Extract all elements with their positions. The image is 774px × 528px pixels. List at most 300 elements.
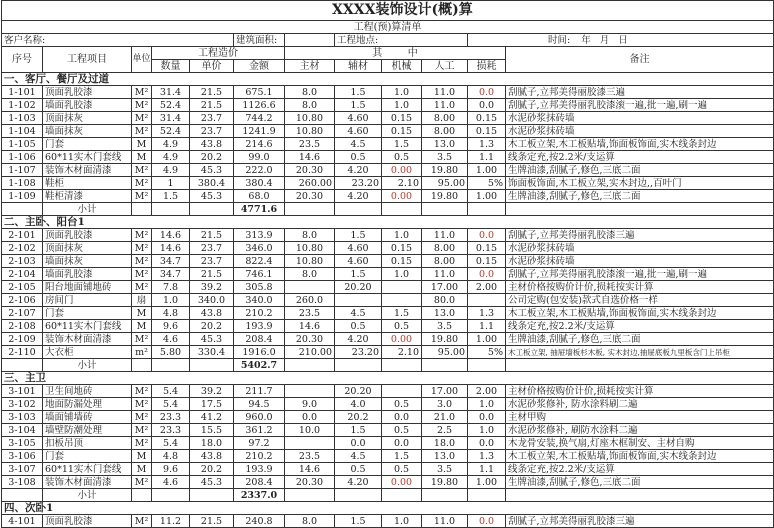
cell-amount: 214.6 (234, 138, 285, 151)
cell-aux: 1.5 (335, 424, 382, 437)
cell-loss: 0.0 (468, 86, 506, 99)
cell-qty: 9.6 (152, 463, 190, 476)
table-row (2, 333, 774, 346)
cell-seq: 2-101 (2, 229, 43, 242)
cell-seq: 3-101 (2, 385, 43, 398)
cell-main: 20.30 (285, 164, 335, 177)
cell-empty (335, 359, 382, 372)
cell-note: 水泥砂浆修补, 刷防水涂料二遍 (506, 424, 774, 437)
cell-seq: 2-102 (2, 242, 43, 255)
table-row (2, 437, 774, 450)
cell-mech (382, 294, 422, 307)
cell-note: 木工板立架,木工板贴墙,饰面板饰面,实木线条封边 (506, 307, 774, 320)
client-name-label: 客户名称: (2, 34, 234, 47)
cell-note: 木工板立架, 抽屉墙板杉木板, 实木封边,抽屉底板九里板含门上吊柜 (506, 346, 774, 359)
section-row (2, 502, 774, 515)
cell-empty (422, 489, 468, 502)
cell-item: 门套 (43, 138, 132, 151)
cell-loss: 1.0 (468, 398, 506, 411)
cell-mech: 0.00 (382, 476, 422, 489)
section-title: 三、主卫 (2, 372, 774, 385)
time-cell (468, 34, 774, 47)
table-row (2, 411, 774, 424)
cell-amount: 822.4 (234, 255, 285, 268)
cell-seq: 1-106 (2, 151, 43, 164)
cell-empty (190, 203, 234, 216)
cell-price: 45.3 (190, 333, 234, 346)
cell-item: 墙面抹灰 (43, 125, 132, 138)
cell-price: 41.2 (190, 411, 234, 424)
cell-loss: 1.3 (468, 450, 506, 463)
header-seq: 序号 (2, 47, 43, 73)
cell-aux: 4.20 (335, 333, 382, 346)
cell-main: 23.5 (285, 307, 335, 320)
cell-item: 顶面乳胶漆 (43, 86, 132, 99)
table-row (2, 125, 774, 138)
cell-item: 顶面抹灰 (43, 242, 132, 255)
cell-loss: 2.00 (468, 385, 506, 398)
cell-empty (506, 359, 774, 372)
cell-labor: 11.0 (422, 86, 468, 99)
cell-main: 8.0 (285, 86, 335, 99)
cell-amount: 313.9 (234, 229, 285, 242)
cell-empty (506, 489, 774, 502)
cell-mech: 0.0 (382, 411, 422, 424)
cell-main: 10.0 (285, 424, 335, 437)
cell-qty: 1.0 (152, 294, 190, 307)
cell-seq: 3-105 (2, 437, 43, 450)
cell-price: 20.2 (190, 151, 234, 164)
cell-item: 顶面乳胶漆 (43, 515, 132, 528)
cell-seq: 1-102 (2, 99, 43, 112)
cell-mech (382, 281, 422, 294)
header-note: 备注 (506, 47, 774, 73)
cell-qty: 1 (152, 177, 190, 190)
cell-mech: 0.15 (382, 242, 422, 255)
table-row (2, 476, 774, 489)
header-loss: 损耗 (468, 60, 506, 73)
cell-empty (152, 203, 190, 216)
subtotal-row (2, 203, 774, 216)
cell-loss: 0.0 (468, 99, 506, 112)
cell-qty: 4.8 (152, 307, 190, 320)
table-row (2, 398, 774, 411)
subtotal-label: 小计 (43, 203, 132, 216)
cell-main: 10.80 (285, 242, 335, 255)
cell-aux: 23.20 (335, 346, 382, 359)
cell-empty (132, 359, 152, 372)
cell-item: 墙面乳胶漆 (43, 99, 132, 112)
cell-note: 生牌油漆,刮腻子,修色,三底二面 (506, 164, 774, 177)
cell-aux: 20.20 (335, 281, 382, 294)
cell-aux: 4.20 (335, 476, 382, 489)
cell-item: 装饰木材面清漆 (43, 333, 132, 346)
cell-aux: 20.2 (335, 411, 382, 424)
cell-aux: 4.5 (335, 138, 382, 151)
cell-item: 墙面铺墙砖 (43, 411, 132, 424)
cell-empty (422, 203, 468, 216)
cell-item: 大衣柜 (43, 346, 132, 359)
cell-item: 墙面抹灰 (43, 255, 132, 268)
cell-price: 380.4 (190, 177, 234, 190)
cell-qty: 34.7 (152, 268, 190, 281)
cell-empty (382, 203, 422, 216)
cell-item: 阳台地面铺地砖 (43, 281, 132, 294)
cell-price: 15.5 (190, 424, 234, 437)
building-area-value (285, 34, 335, 47)
cell-seq: 1-105 (2, 138, 43, 151)
site-label: 工程地点: (335, 34, 468, 47)
cell-labor: 19.80 (422, 164, 468, 177)
cell-unit: M (132, 450, 152, 463)
cell-mech: 0.5 (382, 463, 422, 476)
cell-labor: 21.0 (422, 411, 468, 424)
cell-price: 43.8 (190, 450, 234, 463)
header-main: 主材 (285, 60, 335, 73)
cell-item: 门套 (43, 307, 132, 320)
cell-labor: 3.0 (422, 398, 468, 411)
cell-main: 10.80 (285, 112, 335, 125)
cell-qty: 5.4 (152, 437, 190, 450)
table-row (2, 346, 774, 359)
cell-qty: 34.7 (152, 255, 190, 268)
cell-mech: 1.0 (382, 515, 422, 528)
cell-main: 8.0 (285, 99, 335, 112)
cell-labor: 11.0 (422, 268, 468, 281)
cell-item: 装饰木材面清漆 (43, 164, 132, 177)
subtotal-label: 小计 (43, 489, 132, 502)
table-row (2, 385, 774, 398)
cell-note: 刮腻子,立邦美得丽乳胶漆三遍 (506, 515, 774, 528)
cell-labor: 17.00 (422, 385, 468, 398)
time-label: 时间: (548, 34, 571, 46)
cell-labor: 13.0 (422, 138, 468, 151)
cell-note: 水泥砂浆抹砖墙 (506, 112, 774, 125)
cell-loss: 0.15 (468, 125, 506, 138)
cell-main (285, 437, 335, 450)
cell-labor: 3.5 (422, 463, 468, 476)
cell-price: 39.2 (190, 385, 234, 398)
cell-note: 刮腻子,立邦美得丽乳胶漆滚一遍,批一遍,刷一遍 (506, 99, 774, 112)
cell-empty (132, 203, 152, 216)
cell-unit: M² (132, 177, 152, 190)
cell-amount: 305.8 (234, 281, 285, 294)
cell-note: 主材价格按购价计价,损耗按实计算 (506, 281, 774, 294)
cell-qty: 4.9 (152, 164, 190, 177)
cell-seq: 3-106 (2, 450, 43, 463)
cell-price: 23.7 (190, 125, 234, 138)
cell-mech: 1.0 (382, 229, 422, 242)
cell-amount: 361.2 (234, 424, 285, 437)
cell-amount: 1916.0 (234, 346, 285, 359)
cell-labor: 18.0 (422, 437, 468, 450)
table-row (2, 138, 774, 151)
cell-aux: 4.60 (335, 125, 382, 138)
cell-loss: 0.15 (468, 112, 506, 125)
cell-seq: 3-104 (2, 424, 43, 437)
cell-aux: 4.20 (335, 190, 382, 203)
cell-qty: 7.8 (152, 281, 190, 294)
cell-labor: 8.00 (422, 125, 468, 138)
cell-qty: 31.4 (152, 112, 190, 125)
cell-main: 14.6 (285, 151, 335, 164)
cell-unit: M² (132, 424, 152, 437)
cell-main (285, 385, 335, 398)
cell-loss: 1.3 (468, 138, 506, 151)
subtotal-amount: 4771.6 (234, 203, 285, 216)
cell-empty (152, 489, 190, 502)
cell-item: 扣板吊顶 (43, 437, 132, 450)
cell-main: 10.80 (285, 255, 335, 268)
table-row (2, 229, 774, 242)
cell-empty (335, 203, 382, 216)
cell-loss: 1.3 (468, 307, 506, 320)
cell-unit: M² (132, 86, 152, 99)
cell-main: 10.80 (285, 125, 335, 138)
cell-labor: 80.0 (422, 294, 468, 307)
cell-note: 木龙骨安装,换气扇,灯座木框制安、主材自购 (506, 437, 774, 450)
cell-aux: 4.20 (335, 164, 382, 177)
cell-amount: 746.1 (234, 268, 285, 281)
cell-amount: 193.9 (234, 463, 285, 476)
cell-note: 刮腻子,立邦美得丽乳胶漆三遍 (506, 229, 774, 242)
cell-note: 生牌油漆,刮腻子,修色,三底二面 (506, 333, 774, 346)
cell-price: 21.5 (190, 99, 234, 112)
cell-amount: 99.0 (234, 151, 285, 164)
table-row (2, 177, 774, 190)
cell-unit: M² (132, 229, 152, 242)
cell-empty (2, 203, 43, 216)
cell-aux: 1.5 (335, 99, 382, 112)
cell-aux: 23.20 (335, 177, 382, 190)
cell-seq: 2-107 (2, 307, 43, 320)
cell-labor: 19.80 (422, 190, 468, 203)
cell-qty: 9.6 (152, 320, 190, 333)
cell-seq: 3-108 (2, 476, 43, 489)
table-row (2, 515, 774, 528)
section-row (2, 216, 774, 229)
cell-price: 43.8 (190, 307, 234, 320)
cell-labor: 11.0 (422, 515, 468, 528)
table-row (2, 86, 774, 99)
cell-note: 木工板立架,木工板贴墙,饰面板饰面,实木线条封边 (506, 450, 774, 463)
cell-main: 20.30 (285, 333, 335, 346)
cell-item: 装饰木材面清漆 (43, 476, 132, 489)
cell-main: 8.0 (285, 229, 335, 242)
cell-qty: 1.5 (152, 190, 190, 203)
cell-aux: 1.5 (335, 86, 382, 99)
header-price: 单价 (190, 60, 234, 73)
cell-main: 260.00 (285, 177, 335, 190)
cell-aux: 4.0 (335, 398, 382, 411)
cell-note: 主材价格按购价计价,损耗按实计算 (506, 385, 774, 398)
subtotal-amount: 2337.0 (234, 489, 285, 502)
sheet-title: XXXX装饰设计(概)算 (2, 1, 774, 21)
cell-note: 生牌油漆,刮腻子,修色,三底二面 (506, 476, 774, 489)
cell-mech: 0.15 (382, 112, 422, 125)
cell-qty: 52.4 (152, 99, 190, 112)
cell-amount: 222.0 (234, 164, 285, 177)
cell-labor: 8.00 (422, 255, 468, 268)
cell-seq: 1-107 (2, 164, 43, 177)
cell-labor: 8.00 (422, 242, 468, 255)
cell-amount: 1241.9 (234, 125, 285, 138)
section-title: 四、次卧1 (2, 502, 774, 515)
cell-price: 21.5 (190, 229, 234, 242)
cell-unit: M² (132, 385, 152, 398)
cell-seq: 1-103 (2, 112, 43, 125)
cell-seq: 2-108 (2, 320, 43, 333)
cell-empty (382, 489, 422, 502)
cell-mech: 1.5 (382, 138, 422, 151)
cell-labor: 11.0 (422, 229, 468, 242)
cell-unit: M² (132, 411, 152, 424)
cell-item: 60*11实木门套线 (43, 320, 132, 333)
cell-unit: 扇 (132, 294, 152, 307)
cell-unit: M (132, 151, 152, 164)
cell-empty (190, 359, 234, 372)
cell-seq: 1-108 (2, 177, 43, 190)
cell-item: 地面防漏处理 (43, 398, 132, 411)
cell-main: 20.30 (285, 476, 335, 489)
cell-item: 60*11实木门套线 (43, 463, 132, 476)
cell-qty: 14.6 (152, 229, 190, 242)
cell-aux: 4.60 (335, 112, 382, 125)
cell-note: 公司定购(包安装)款式自选价格一样 (506, 294, 774, 307)
section-row (2, 372, 774, 385)
cell-labor: 95.00 (422, 346, 468, 359)
cell-labor: 3.5 (422, 320, 468, 333)
table-row (2, 242, 774, 255)
cell-qty: 4.9 (152, 151, 190, 164)
cell-empty (152, 359, 190, 372)
cell-qty: 23.3 (152, 424, 190, 437)
cell-price: 45.3 (190, 190, 234, 203)
header-mech: 机械 (382, 60, 422, 73)
cell-amount: 210.2 (234, 307, 285, 320)
cell-empty (422, 359, 468, 372)
cell-mech: 0.00 (382, 190, 422, 203)
cell-aux: 20.20 (335, 385, 382, 398)
cell-item: 60*11实木门套线 (43, 151, 132, 164)
cell-loss: 1.1 (468, 320, 506, 333)
cell-labor: 13.0 (422, 450, 468, 463)
cell-loss: 0.0 (468, 437, 506, 450)
cell-note: 主材甲购 (506, 411, 774, 424)
cell-loss: 1.00 (468, 164, 506, 177)
cell-main (285, 281, 335, 294)
cell-mech: 1.0 (382, 86, 422, 99)
cell-mech: 1.0 (382, 268, 422, 281)
cell-mech: 1.0 (382, 99, 422, 112)
cell-price: 23.7 (190, 255, 234, 268)
cell-loss: 1.00 (468, 333, 506, 346)
cell-empty (2, 359, 43, 372)
cell-price: 20.2 (190, 320, 234, 333)
cell-empty (285, 203, 335, 216)
cell-labor: 19.80 (422, 333, 468, 346)
cell-qty: 5.80 (152, 346, 190, 359)
cell-loss (468, 294, 506, 307)
cell-seq: 1-109 (2, 190, 43, 203)
cell-qty: 11.2 (152, 515, 190, 528)
cell-amount: 1126.6 (234, 99, 285, 112)
cell-aux: 0.5 (335, 320, 382, 333)
cell-note: 水泥砂浆抹砖墙 (506, 125, 774, 138)
cell-qty: 14.6 (152, 242, 190, 255)
cell-price: 20.2 (190, 463, 234, 476)
estimate-sheet (1, 0, 774, 528)
cell-aux: 0.5 (335, 463, 382, 476)
cell-empty (285, 489, 335, 502)
building-area-label: 建筑面积: (234, 34, 285, 47)
cell-seq: 2-105 (2, 281, 43, 294)
cell-price: 23.7 (190, 242, 234, 255)
cell-loss: 1.1 (468, 463, 506, 476)
cell-aux: 0.0 (335, 437, 382, 450)
cell-main: 0.0 (285, 411, 335, 424)
cell-qty: 52.4 (152, 125, 190, 138)
cell-qty: 31.4 (152, 86, 190, 99)
cell-seq: 2-110 (2, 346, 43, 359)
cell-mech: 0.00 (382, 333, 422, 346)
cell-labor: 8.00 (422, 112, 468, 125)
cell-labor: 95.00 (422, 177, 468, 190)
table-row (2, 255, 774, 268)
cell-seq: 3-103 (2, 411, 43, 424)
cell-item: 墙面乳胶漆 (43, 268, 132, 281)
cell-empty (335, 489, 382, 502)
cell-amount: 97.2 (234, 437, 285, 450)
cell-unit: M² (132, 99, 152, 112)
cell-price: 17.5 (190, 398, 234, 411)
cell-note: 线条定充,按2.2米/支运算 (506, 463, 774, 476)
cell-unit: M² (132, 333, 152, 346)
section-title: 一、客厅、餐厅及过道 (2, 73, 774, 86)
cell-loss: 1.00 (468, 190, 506, 203)
cell-empty (468, 359, 506, 372)
cell-unit: M² (132, 476, 152, 489)
cell-empty (285, 359, 335, 372)
table-row (2, 99, 774, 112)
cell-amount: 744.2 (234, 112, 285, 125)
cell-loss: 0.0 (468, 515, 506, 528)
cell-mech: 2.10 (382, 346, 422, 359)
cell-price: 21.5 (190, 268, 234, 281)
cell-qty: 5.4 (152, 398, 190, 411)
cell-item: 墙壁防潮处理 (43, 424, 132, 437)
cell-empty (190, 489, 234, 502)
cell-loss: 1.1 (468, 151, 506, 164)
cell-item: 鞋柜 (43, 177, 132, 190)
cell-note: 线条定充,按2.2米/支运算 (506, 320, 774, 333)
subtotal-amount: 5402.7 (234, 359, 285, 372)
cell-seq: 3-102 (2, 398, 43, 411)
cell-loss: 0.0 (468, 411, 506, 424)
header-among-group: 其 中 (285, 47, 506, 60)
cell-note: 刮腻子,立邦美得丽胶漆三遍 (506, 86, 774, 99)
date-text: 年 月 日 (581, 34, 628, 46)
cell-note: 刮腻子,立邦美得丽乳胶漆滚一遍,批一遍,刷一遍 (506, 268, 774, 281)
header-qty: 数量 (152, 60, 190, 73)
cell-mech: 1.5 (382, 450, 422, 463)
cell-item: 鞋柜清漆 (43, 190, 132, 203)
cell-amount: 193.9 (234, 320, 285, 333)
subtotal-row (2, 489, 774, 502)
cell-unit: M² (132, 125, 152, 138)
cell-item: 顶面抹灰 (43, 112, 132, 125)
cell-empty (382, 359, 422, 372)
